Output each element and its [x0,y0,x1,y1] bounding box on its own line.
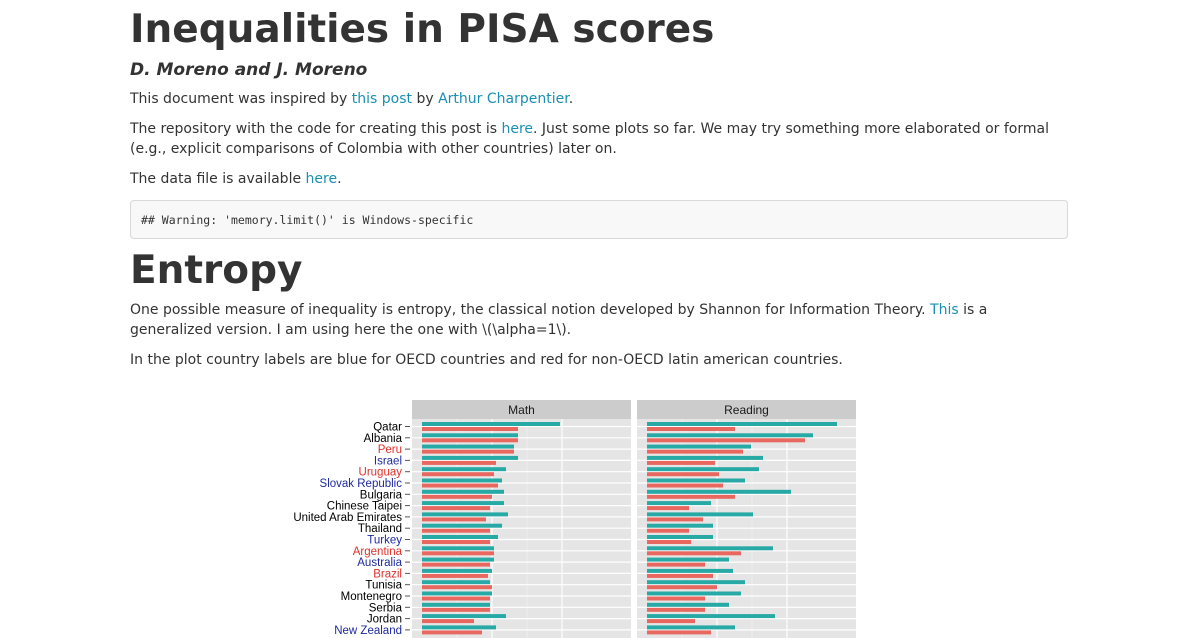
bar-red-math [422,585,492,589]
country-tick-label: Slovak Republic [319,478,402,490]
bar-teal-reading [647,433,813,437]
country-tick-label: Brazil [373,568,402,581]
bar-teal-reading [647,614,775,618]
bar-red-math [422,619,474,623]
bar-teal-math [422,467,506,471]
bar-red-reading [647,438,805,442]
bar-red-reading [647,506,689,510]
bar-teal-reading [647,625,735,629]
bar-teal-reading [647,445,751,449]
bar-red-math [422,472,494,476]
bar-red-math [422,630,482,634]
bar-red-math [422,438,518,442]
bar-teal-math [422,479,502,483]
country-tick-label: Thailand [357,523,402,536]
bar-teal-reading [647,512,753,516]
bar-teal-math [422,592,492,596]
bar-teal-reading [647,535,713,539]
bar-teal-reading [647,422,837,426]
bar-teal-reading [647,479,745,483]
bar-red-math [422,563,490,567]
page-title: Inequalities in PISA scores [130,7,715,52]
bar-teal-reading [647,467,759,471]
country-tick-label: United Arab Emirates [293,511,402,524]
bar-red-math [422,484,498,488]
bar-teal-math [422,569,492,573]
bar-red-reading [647,608,705,612]
bar-red-reading [647,484,723,488]
country-tick-label: Argentina [352,545,402,558]
bar-red-reading [647,540,691,544]
bar-teal-math [422,546,494,550]
datafile-paragraph: The data file is available here. [130,171,342,187]
bar-red-reading [647,630,711,634]
bar-red-reading [647,461,715,465]
country-tick-label: Tunisia [365,579,402,592]
generalized-version-link[interactable]: This [930,302,959,318]
bar-teal-math [422,512,508,516]
country-tick-label: Australia [357,557,402,570]
this-post-link[interactable]: this post [351,91,413,107]
bar-red-reading [647,529,689,533]
code-output-text: ## Warning: 'memory.limit()' is Windows-specific [141,213,474,227]
country-tick-label: Qatar [373,421,402,434]
author-line: D. Moreno and J. Moreno [130,60,368,80]
bar-red-math [422,529,490,533]
bar-red-math [422,608,490,612]
bar-teal-math [422,625,496,629]
bar-teal-math [422,422,560,426]
bar-red-math [422,551,494,555]
bar-red-reading [647,551,741,555]
bar-teal-math [422,558,494,562]
bar-teal-reading [647,569,733,573]
bar-teal-math [422,603,490,607]
country-tick-label: Montenegro [340,591,402,603]
bar-teal-reading [647,603,729,607]
bar-red-reading [647,619,695,623]
bar-teal-reading [647,501,711,505]
bar-red-reading [647,517,703,521]
bar-teal-math [422,535,498,539]
bar-teal-reading [647,490,791,494]
bar-red-math [422,461,496,465]
bar-teal-math [422,580,490,584]
bar-red-reading [647,427,735,431]
arthur-charpentier-link[interactable]: Arthur Charpentier [438,91,569,107]
bar-teal-reading [647,592,741,596]
bar-teal-math [422,490,504,494]
bar-red-reading [647,495,735,499]
bar-red-math [422,540,490,544]
entropy-bar-chart [278,398,858,638]
country-tick-label: Peru [377,444,402,457]
panel-strip-label: Math [508,403,535,417]
country-tick-label: Turkey [367,534,402,547]
intro-paragraph: This document was inspired by this post by Arthur Charpentier. [130,91,574,107]
bar-red-math [422,495,492,499]
country-tick-label: Serbia [368,602,402,615]
datafile-link[interactable]: here [305,171,338,187]
repository-paragraph: The repository with the code for creating this post is here. Just some plots so far. We may try something more elaborated or formal (e.g., explicit comparisons of Colombia with other countries) later on. [130,121,1049,157]
repository-link[interactable]: here [501,121,534,137]
bar-teal-reading [647,558,729,562]
bar-red-reading [647,450,743,454]
bar-red-math [422,506,490,510]
bar-teal-math [422,614,506,618]
bar-teal-reading [647,546,773,550]
bar-teal-reading [647,456,763,460]
bar-red-math [422,427,518,431]
code-output-block [130,200,1068,239]
bar-red-math [422,517,486,521]
bar-teal-reading [647,524,713,528]
bar-red-reading [647,585,717,589]
panel-strip-label: Reading [724,403,769,417]
bar-red-math [422,597,490,601]
bar-teal-math [422,524,502,528]
bar-red-reading [647,563,705,567]
bar-teal-math [422,433,518,437]
bar-teal-math [422,501,504,505]
bar-teal-math [422,456,518,460]
country-tick-label: Chinese Taipei [326,500,402,513]
country-tick-label: Albania [363,432,402,445]
section-heading-entropy: Entropy [130,248,303,293]
bar-red-math [422,574,488,578]
entropy-paragraph: One possible measure of inequality is entropy, the classical notion developed by Shannon for Information Theory. This is a generalized version. I am using here the one with \(\alpha=1\). [130,302,988,338]
country-tick-label: New Zealand [334,624,402,637]
plot-note-paragraph: In the plot country labels are blue for OECD countries and red for non-OECD latin american countries. [130,352,843,368]
country-tick-label: Uruguay [358,466,402,479]
country-tick-label: Jordan [366,613,402,626]
bar-red-math [422,450,514,454]
bar-teal-reading [647,580,745,584]
country-tick-label: Israel [373,455,402,468]
country-tick-label: Bulgaria [359,489,402,502]
bar-red-reading [647,597,705,601]
bar-red-reading [647,574,713,578]
bar-teal-math [422,445,514,449]
bar-red-reading [647,472,719,476]
